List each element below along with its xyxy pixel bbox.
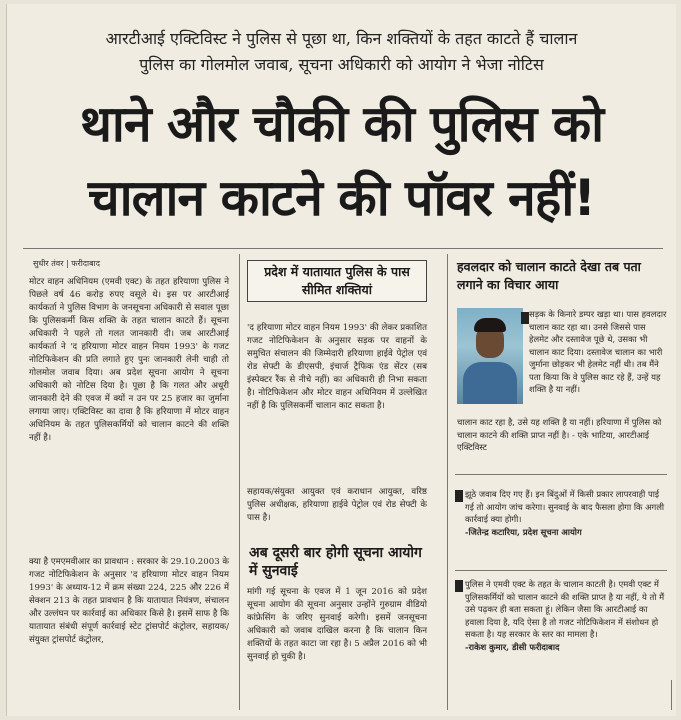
column-2-text-b: सहायक/संयुक्त आयुक्त एवं कराधान आयुक्त, वरिष्ठ पुलिस अधीक्षक, हरियाणा हाईवे पेट्रोल एवं रोड सेफ्टी के पास है। [247,487,427,523]
box-title: प्रदेश में यातायात पुलिस के पास सीमित शक्तियां [247,260,427,302]
quote-1-continued: चालान काट रहा है, उसे यह शक्ति है या नहीं। हरियाणा में पुलिस को चालान काटने की शक्ति प्राप्त नहीं है। - एके भाटिया, आरटीआई एक्टिविस्ट [457,417,662,452]
quote-mark-icon [521,312,529,324]
quote-3-signature: -राकेश कुमार, डीसी फरीदाबाद [465,641,560,652]
newspaper-page [6,4,676,716]
photo-hair [474,318,506,332]
headline-line-2: चालान काटने की पॉवर नहीं! [87,169,596,227]
quote-2 [465,488,667,538]
sidebar-title: हवलदार को चालान काटते देखा तब पता लगाने का विचार आया [457,259,641,292]
kicker-line-1: आरटीआई एक्टिविस्ट ने पुलिस से पूछा था, किन शक्तियों के तहत काटते हैं चालान [105,29,578,48]
column-divider [447,254,448,710]
headline-line-1: थाने और चौकी की पुलिस को [79,95,604,153]
quote-2-text: झूठे जवाब दिए गए हैं। इन बिंदुओं में किसी प्रकार लापरवाही पाई गई तो आयोग जांच करेगा। सुनवाई के बाद फैसला होगा कि अगली कार्रवाई क्या होगी। [465,489,665,524]
kicker-line-2: पुलिस का गोलमोल जवाब, सूचना अधिकारी को आयोग ने भेजा नोटिस [139,55,544,74]
quote-3-text: पुलिस ने एमवी एक्ट के तहत के चालान काटती है। एमवी एक्ट में पुलिसकर्मियों को चालान काटने की शक्ति प्राप्त है या नहीं, ये तो मैं उसे पढ़कर ही बता सकता हूं। लेकिन जैसा कि आरटीआई का हवाला दिया है, यदि ऐसा है तो गजट नोटिफिकेशन में संशोधन हो सकता है। यह सरकार के स्तर का मामला है। [465,579,665,639]
quote-3 [465,578,667,653]
quote-mark-icon [455,490,463,502]
end-mark [671,680,672,710]
divider [455,570,667,571]
person-photo [457,308,523,404]
quote-1: सड़क के किनारे डम्पर खड़ा था। पास हवलदार चालान काट रहा था। उनसे जिससे पास हेलमेट और दस्तावेज पूछे थे, उसका भी चालान काट दिया। दस्तावेज चालान का भारी जुर्माना छोड़कर भी हेलमेट नहीं थी। तब मैंने पता किया कि वे पुलिस काट रहे हैं, उन्हें यह शक्ति है या नहीं। [529,309,667,394]
divider [455,474,667,475]
divider [23,248,663,249]
quote-2-signature: -जितेन्द्र कटारिया, प्रदेश सूचना आयोग [465,526,582,537]
column-2-text: 'द हरियाणा मोटर वाहन नियम 1993' की लेकर प्रकाशित गजट नोटिफिकेशन के अनुसार सड़क पर वाहनों के समुचित संचालन की जिम्मेदारी हरियाणा हाईवे पेट्रोल एवं रोड सेफ्टी के डीएसपी, इंचार्ज ट्रैफिक एंड सेंटर (सब इंस्पेक्टर रैंक से नीचे नहीं) का अधिकारी ही निभा सकता है। नोटिफिकेशन और मोटर वाहन अधिनियम में उल्लेखित नहीं है कि पुलिसकर्मी चालान काट सकता है। [247,323,427,411]
photo-shirt [463,362,517,404]
subheading: अब दूसरी बार होगी सूचना आयोग में सुनवाई [249,545,422,579]
column-1-text-b: क्या है एमएमवीआर का प्रावधान : सरकार के 29.10.2003 के गजट नोटिफिकेशन के अनुसार 'द हरियाणा मोटर वाहन नियम 1993' के अध्याय-12 में क्रम संख्या 224, 225 और 226 में सेक्शन 213 के तहत प्रावधान है कि यातायात नियंत्रण, संचालन और उल्लंघन पर कार्रवाई का अधिकार किसे है। इसमें साफ है कि यातायात संबंधी संपूर्ण कार्रवाई स्टेट ट्रांसपोर्ट कंट्रोलर, सहायक/संयुक्त ट्रांसपोर्ट कंट्रोलर, [29,557,230,645]
column-2-text-c: मांगी गई सूचना के एवज में 1 जून 2016 को प्रदेश सूचना आयोग की सूचना अनुसार उन्होंने गुरुग्राम वीडियो कांफ्रेसिंग के जरिए सुनवाई करेगी। इसमें जनसूचना अधिकारी को जवाब दाखिल करना है कि चालान किन शक्तियों के तहत काटा जा रहा है। 5 अप्रैल 2016 को भी सुनवाई हो चुकी है। [247,587,427,662]
column-divider [239,254,240,710]
quote-mark-icon [455,580,463,592]
byline: सुधीर तंवर | फरीदाबाद [33,259,100,268]
column-1-text: मोटर वाहन अधिनियम (एमवी एक्ट) के तहत हरियाणा पुलिस ने पिछले वर्ष 46 करोड़ रुपए वसूले थे। इस पर आरटीआई कार्यकर्ता ने पुलिस विभाग के जनसूचना अधिकारी से सवाल पूछा कि पुलिसकर्मी किस शक्ति के तहत चालान काटते हैं। सूचना अधिकारी ने पहले तो गलत जानकारी दी। जब आरटीआई कार्यकर्ता ने 'द हरियाणा मोटर वाहन नियम 1993' के गजट नोटिफिकेशन की प्रति लगाते हुए पुनः जानकारी लेनी चाही तो गोलमोल जवाब दिया। अब प्रदेश सूचना आयोग ने सूचना अधिकारी को नोटिस दिया है। पूछा है कि गलत और अधूरी जानकारी देने की एवज में क्यों न उन पर 25 हजार का जुर्माना लगाया जाए। एक्टिविस्ट का दावा है कि हरियाणा में मोटर वाहन अधिनियम के तहत पुलिसकर्मियों को चालान काटने की शक्ति नहीं है। [29,277,229,443]
